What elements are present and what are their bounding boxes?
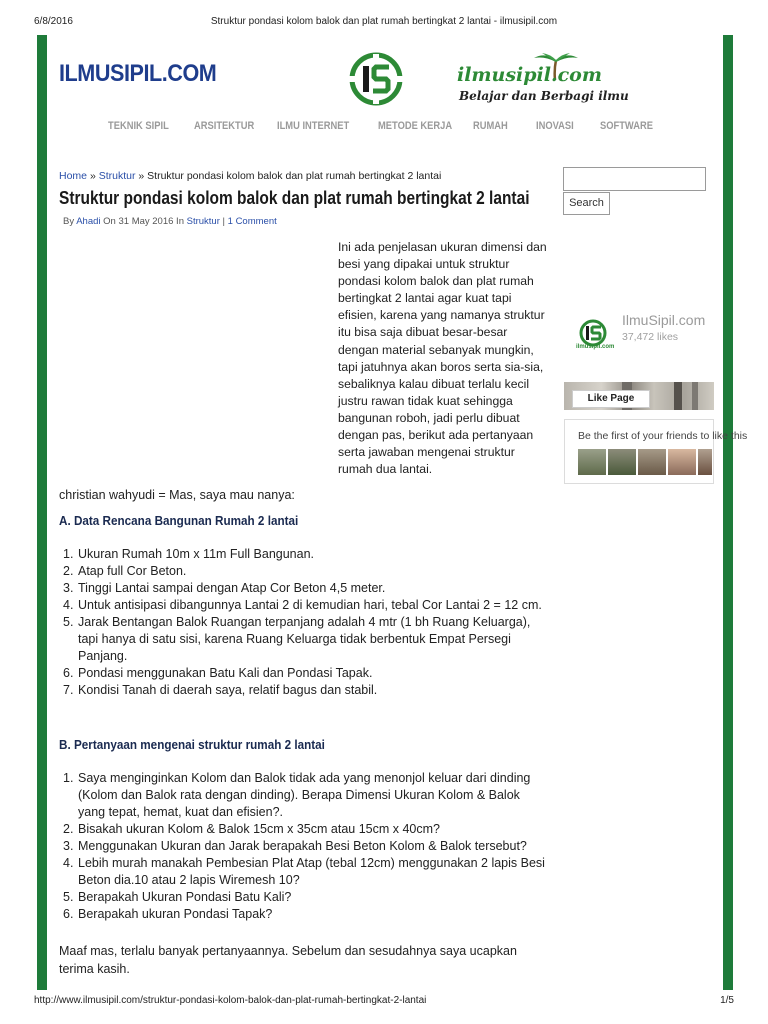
list-item: 5. Jarak Bentangan Balok Ruangan terpanjang adalah 4 mtr (1 bh Ruang Keluarga), tapi hanya di satu sisi, karena Ruang Keluarga tidak berbentuk Empat Persegi Panjang. — [63, 615, 531, 663]
print-date: 6/8/2016 — [34, 16, 73, 27]
nav-item-ilmu-internet[interactable]: ILMU INTERNET — [277, 120, 350, 132]
breadcrumb-current: Struktur pondasi kolom balok dan plat rumah bertingkat 2 lantai — [147, 170, 442, 182]
nav-item-inovasi[interactable]: INOVASI — [536, 120, 574, 132]
breadcrumb — [59, 170, 441, 182]
section-a-title: A. Data Rencana Bangunan Rumah 2 lantai — [59, 513, 299, 528]
site-title[interactable]: ILMUSIPIL.COM — [59, 60, 217, 87]
nav-item-arsitektur[interactable]: ARSITEKTUR — [194, 120, 255, 132]
meta-divider: | — [222, 216, 225, 227]
list-item: 4. Untuk antisipasi dibangunnya Lantai 2 di kemudian hari, tebal Cor Lantai 2 = 12 cm. — [63, 598, 542, 612]
breadcrumb-separator: » — [89, 170, 96, 182]
print-title: Struktur pondasi kolom balok dan plat rumah bertingkat 2 lantai - ilmusipil.com — [210, 16, 558, 27]
list-item: 1. Ukuran Rumah 10m x 11m Full Bangunan. — [63, 547, 314, 561]
friend-avatar[interactable] — [668, 449, 696, 475]
meta-comments[interactable]: 1 Comment — [227, 216, 277, 227]
list-item: 2. Bisakah ukuran Kolom & Balok 15cm x 35cm atau 15cm x 40cm? — [63, 822, 440, 836]
friend-avatar[interactable] — [578, 449, 606, 475]
friend-avatar[interactable] — [638, 449, 666, 475]
list-item: 7. Kondisi Tanah di daerah saya, relatif bagus dan stabil. — [63, 683, 378, 697]
banner-tagline: Belajar dan Berbagi ilmu — [459, 89, 629, 103]
list-item: 6. Berapakah ukuran Pondasi Tapak? — [63, 907, 273, 921]
cover-building — [674, 382, 682, 410]
fb-friends-box — [564, 419, 748, 484]
search-input[interactable] — [563, 167, 706, 191]
list-item: 6. Pondasi menggunakan Batu Kali dan Pondasi Tapak. — [63, 666, 373, 680]
meta-by: By — [63, 216, 75, 227]
section-b-list — [59, 770, 549, 923]
list-item: 2. Atap full Cor Beton. — [63, 564, 187, 578]
post-intro: Ini ada penjelasan ukuran dimensi dan besi yang dipakai untuk struktur pondasi kolom balok dan plat rumah bertingkat 2 lantai agar kuat tapi efisien, karena yang namanya struktur itu bisa saja dibuat besar-besar dengan material sebanyak mungkin, tapi jatuhnya akan boros serta sia-sia, sebaliknya kalau dibuat terlalu kecil justru rawan tidak kuat sehingga bangunan roboh, jadi perlu dibuat dengan pas, berikut ada pertanyaan serta jawaban mengenai struktur rumah dua lantai. — [338, 240, 547, 477]
fb-page-name[interactable]: IlmuSipil.com — [622, 312, 706, 328]
post-greeting: christian wahyudi = Mas, saya mau nanya: — [59, 488, 295, 502]
post-closing: Maaf mas, terlalu banyak pertanyaannya. Sebelum dan sesudahnya saya ucapkan terima kasih. — [59, 944, 517, 976]
nav-item-rumah[interactable]: RUMAH — [473, 120, 508, 132]
list-item: 3. Tinggi Lantai sampai dengan Atap Cor Beton 4,5 meter. — [63, 581, 386, 595]
breadcrumb-home[interactable]: Home — [59, 170, 88, 182]
page-border-left — [37, 35, 47, 990]
fb-logo-text: ilmusipil.com — [576, 344, 615, 350]
list-item: 5. Berapakah Ukuran Pondasi Batu Kali? — [63, 890, 292, 904]
print-url: http://www.ilmusipil.com/struktur-pondasi-kolom-balok-dan-plat-rumah-bertingkat-2-lantai — [34, 995, 427, 1006]
nav-item-software[interactable]: SOFTWARE — [600, 120, 653, 132]
is-logo-icon[interactable] — [347, 52, 405, 106]
facebook-page-widget — [564, 302, 748, 488]
search-button[interactable]: Search — [563, 192, 610, 215]
post-meta — [63, 216, 277, 227]
friend-avatar[interactable] — [608, 449, 636, 475]
breadcrumb-separator: » — [138, 170, 145, 182]
meta-author[interactable]: Ahadi — [76, 216, 101, 227]
meta-date: On 31 May 2016 In — [103, 216, 184, 227]
page-border-right — [723, 35, 733, 990]
banner-brand: ilmusipil.com — [457, 64, 602, 86]
list-item: 4. Lebih murah manakah Pembesian Plat Atap (tebal 12cm) menggunakan 2 lapis Besi Beton dia.10 atau 2 lapis Wiremesh 10? — [63, 856, 545, 887]
list-item: 1. Saya menginginkan Kolom dan Balok tidak ada yang menonjol keluar dari dinding (Kolom dan Balok rata dengan dinding). Berapa Dimensi Ukuran Kolom & Balok yang tepat, hemat, kuat dan efisien?. — [63, 771, 531, 819]
fb-friends-text: Be the first of your friends to like this — [578, 430, 748, 442]
meta-category[interactable]: Struktur — [186, 216, 220, 227]
cover-building — [692, 382, 698, 410]
friend-avatar[interactable] — [698, 449, 712, 475]
section-a-list — [59, 546, 549, 699]
section-b-title: B. Pertanyaan mengenai struktur rumah 2 lantai — [59, 737, 325, 752]
post-title: Struktur pondasi kolom balok dan plat rumah bertingkat 2 lantai — [59, 188, 530, 208]
print-page-number: 1/5 — [720, 995, 734, 1006]
list-item: 3. Menggunakan Ukuran dan Jarak berapakah Besi Beton Kolom & Balok tersebut? — [63, 839, 527, 853]
nav-item-metode-kerja[interactable]: METODE KERJA — [378, 120, 453, 132]
fb-likes-count: 37,472 likes — [622, 331, 679, 343]
print-header — [0, 16, 768, 30]
main-nav — [0, 120, 768, 136]
nav-item-teknik-sipil[interactable]: TEKNIK SIPIL — [108, 120, 169, 132]
fb-like-page-button[interactable]: Like Page — [572, 390, 650, 408]
breadcrumb-category[interactable]: Struktur — [98, 170, 136, 182]
print-footer — [0, 995, 768, 1009]
